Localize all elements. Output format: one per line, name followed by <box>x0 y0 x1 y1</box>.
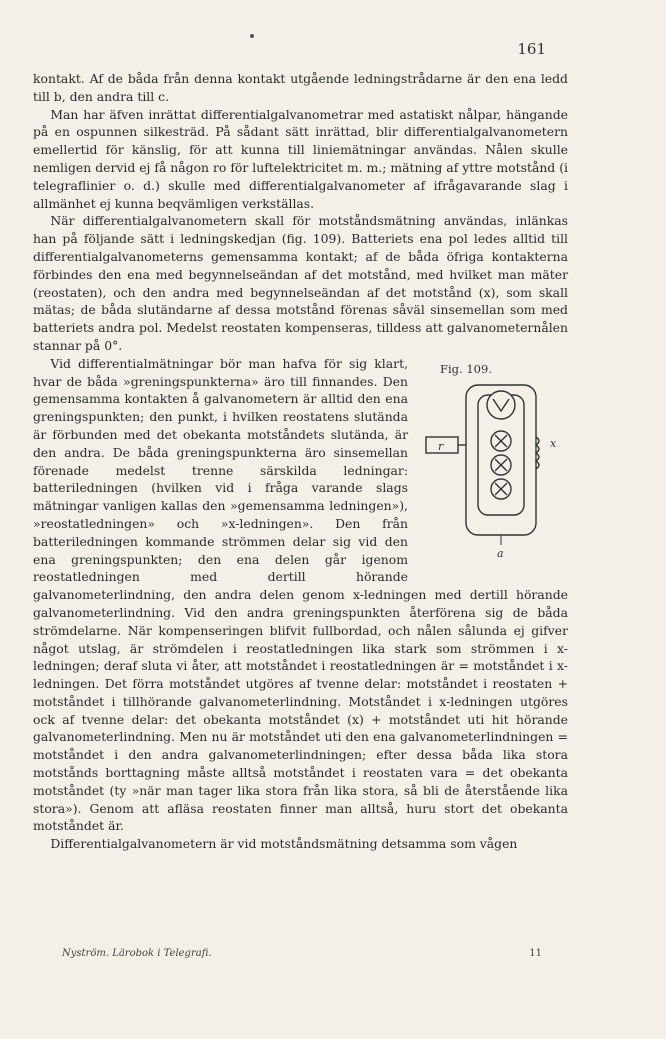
paragraph-1: kontakt. Af de båda från denna kontakt utgående ledningstrådarne är den ena ledd till b, den andra till c. <box>33 71 568 104</box>
paragraph-3: När differentialgalvanometern skall för motståndsmätning användas, inlänkas han på följande sätt i ledningskedjan (fig. 109). Batteriets ena pol ledes alltid till differentialgalvanometerns gemensamma kontakt; af de båda öfriga kontakterna förbindes den ena med begynnelseändan af det motstånd, med hvilket man mäter (reostaten), och den andra med begynnelseändan af det motstånd (x), som skall mätas; de båda slutändarne af dessa motstånd förenas såväl sinsemellan som med batteriets andra pol. Medelst reostaten kompenseras, tilldess att galvanometernålen stannar på 0°. <box>33 213 568 353</box>
circuit-diagram <box>418 377 568 567</box>
paragraph-5: Differentialgalvanometern är vid motståndsmätning detsamma som vågen <box>50 836 518 852</box>
galvanometer <box>487 391 515 419</box>
page-number: 161 <box>517 40 546 58</box>
body-text <box>33 70 568 853</box>
sheet-number: 11 <box>529 948 542 959</box>
figure-label: Fig. 109. <box>440 361 492 376</box>
footer-signature: Nyström. Lärobok i Telegrafi. <box>62 948 212 959</box>
a-label: a <box>497 546 504 560</box>
footer <box>62 948 542 959</box>
paragraph-2: Man har äfven inrättat differentialgalvanometrar med astatiskt nålpar, hängande på en ospunnen silkesträd. På sådant sätt inrättad, blir differentialgalvanometern emellertid för känslig, för att kunna till liniemätningar användas. Nålen skulle nemligen dervid ej få någon ro för luftelektricitet m. m.; mätning af yttre motstånd (i telegraflinier o. d.) skulle med differentialgalvanometer af ifrågavarande slag i allmänhet ej kunna beqvämligen verkställas. <box>33 106 568 211</box>
page-mark <box>250 34 254 38</box>
x-label: x <box>550 436 557 450</box>
paragraph-4: Vid differentialmätningar bör man hafva för sig klart, hvar de båda »greningspunkterna» äro till finnandes. Den gemensamma kontakten å galvanometern är alltid den ena greningspunkten; den punkt, i hvilken reostatens slutända är förbunden med det obekanta motståndets slutända, är den andra. De båda greningspunkterna äro sinsemellan förenade medelst trenne särskilda ledningar: batteriledningen (hvilken vid i fråga varande slags mätningar vanligen kallas den »gemensamma ledningen»), »reostatledningen» och »x-ledningen». Den från batteriledningen kommande strömmen delar sig vid den ena greningspunkten; den ena delen går igenom reostatledningen med dertill hörande galvanometerlindning, den andra delen genom x-ledningen med dertill hörande galvanometerlindning. Vid den andra greningspunkten återförena sig de båda strömdelarne. När kompenseringen blifvit fullbordad, och nålen sålunda ej gifver något utslag, är strömdelen i reostatledningen lika stark som strömmen i x-ledningen; deraf sluta vi åter, att motståndet i reostatledningen är = motståndet i x-ledningen. Det förra motståndet utgöres af tvenne delar: motståndet i reostaten + motståndet i tillhörande galvanometerlindning. Motståndet i x-ledningen utgöres ock af tvenne delar: det obekanta motståndet (x) + motståndet uti hit hörande galvanometerlindning. Men nu är motståndet uti den ena galvanometerlindningen = motståndet i den andra galvanometerlindningen; efter dessa båda lika stora motstånds borttagning måste alltså motståndet i reostaten vara = det obekanta motståndet (ty »när man tager lika stora från lika stora, så bli de återstående lika stora»). Genom att afläsa reostaten finner man alltså, huru stort det obekanta motståndet är. <box>33 355 568 834</box>
rheostat-label: r <box>438 439 444 453</box>
figure-109 <box>418 355 568 575</box>
